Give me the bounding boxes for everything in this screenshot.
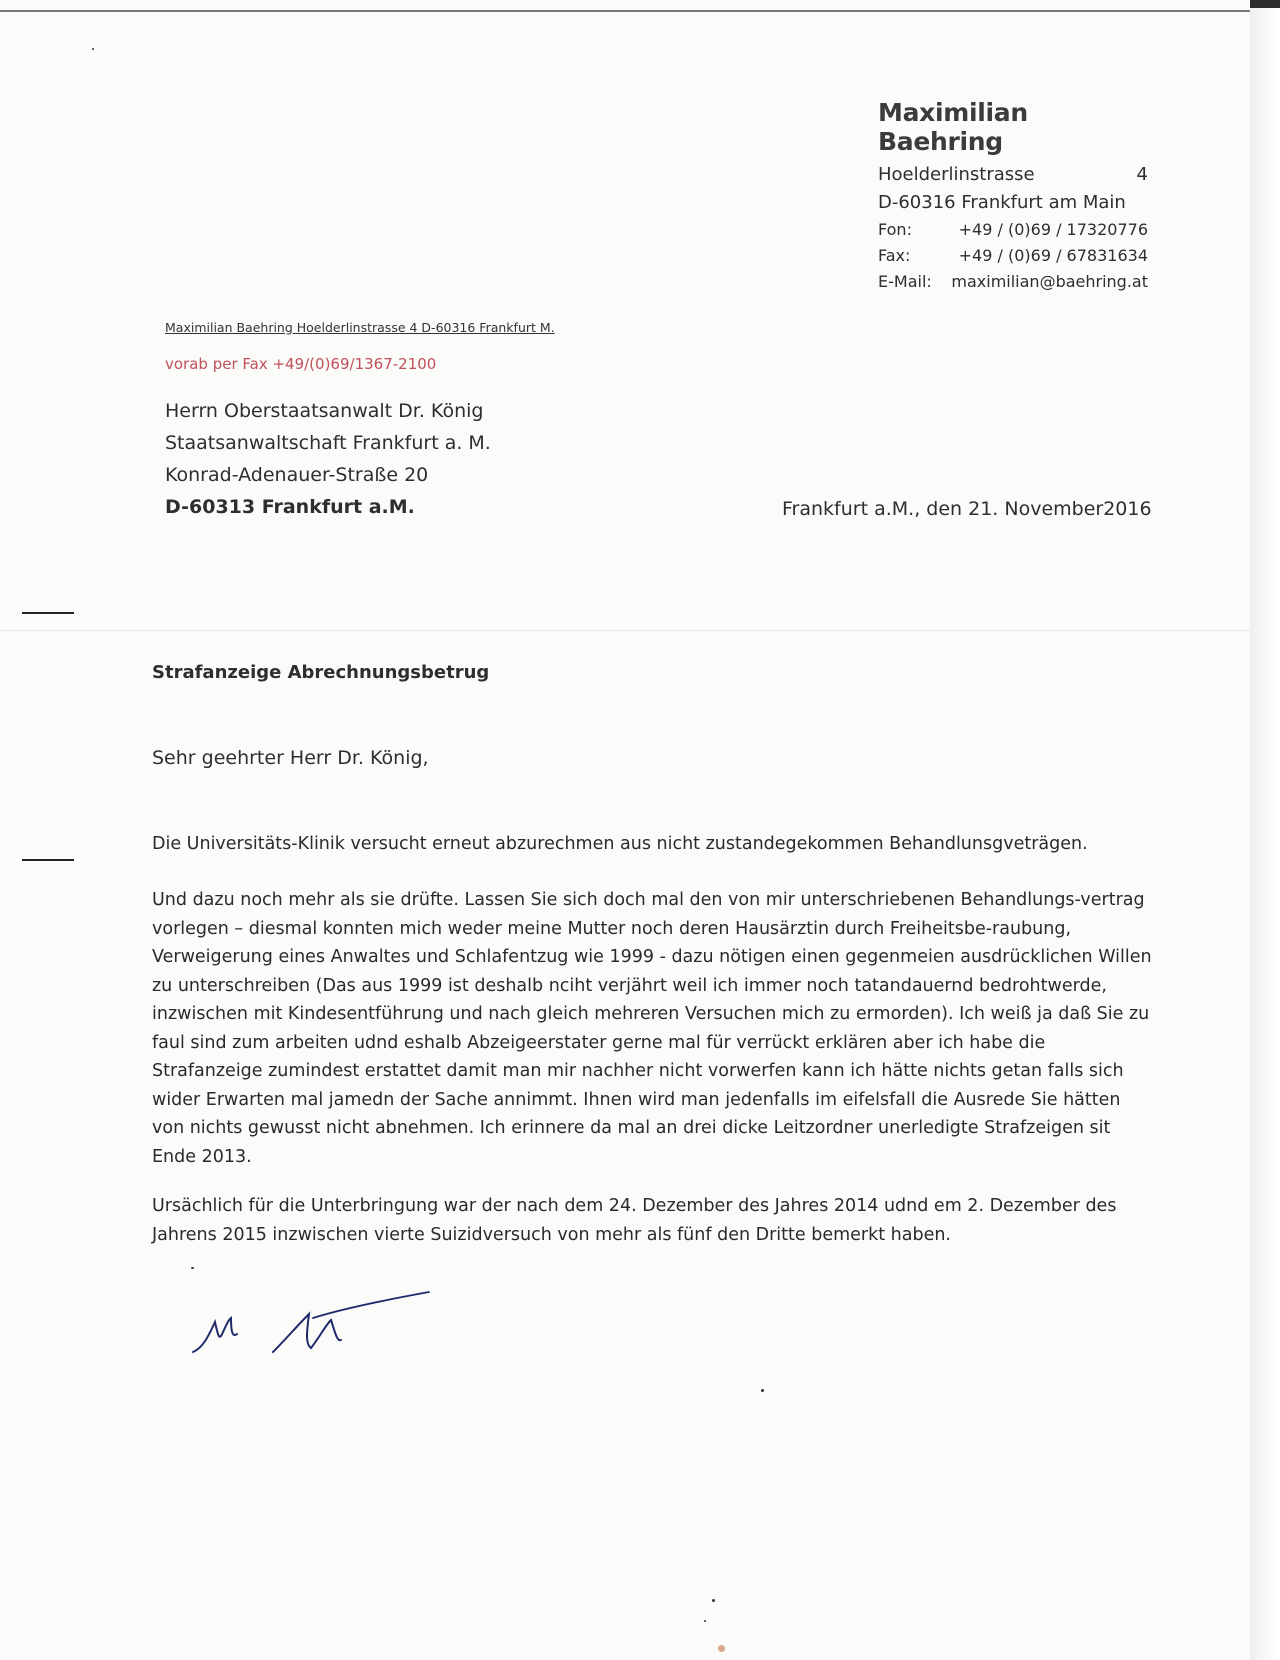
handwritten-signature xyxy=(185,1290,445,1370)
sender-name: Maximilian Baehring xyxy=(878,98,1028,156)
scan-top-edge xyxy=(0,10,1250,12)
salutation: Sehr geehrter Herr Dr. König, xyxy=(152,747,429,769)
recipient-line-1: Herrn Oberstaatsanwalt Dr. König xyxy=(165,400,484,422)
scan-speck xyxy=(761,1389,764,1392)
email-value: maximilian@baehring.at xyxy=(951,272,1148,291)
scan-speck xyxy=(92,48,94,50)
signature-stroke-1 xyxy=(193,1318,237,1352)
fax-row xyxy=(878,246,1148,265)
scan-speck xyxy=(712,1599,715,1602)
return-address: Maximilian Baehring Hoelderlinstrasse 4 D-60316 Frankfurt M. xyxy=(165,320,555,335)
fax-value: +49 / (0)69 / 67831634 xyxy=(958,246,1148,265)
phone-label: Fon: xyxy=(878,220,912,239)
scan-speck xyxy=(718,1645,725,1652)
body-paragraph-3: Ursächlich für die Unterbringung war der nach dem 24. Dezember des Jahres 2014 udnd em 2. Dezember des Jahrens 2015 inzwischen vierte Suizidversuch von mehr als fünf den Dritte bemerkt haben. xyxy=(152,1196,1117,1245)
scan-speck xyxy=(704,1620,706,1622)
body-paragraph-1: Die Universitäts-Klinik versucht erneut abzurechmen aus nicht zustandegekommen Behandlunsgveträgen. xyxy=(152,834,1088,854)
sender-city: D-60316 Frankfurt am Main xyxy=(878,192,1126,213)
phone-row xyxy=(878,220,1148,239)
email-label: E-Mail: xyxy=(878,272,932,291)
signature-stroke-2 xyxy=(273,1314,341,1352)
recipient-line-2: Staatsanwaltschaft Frankfurt a. M. xyxy=(165,432,491,454)
body-paragraph-2: Und dazu noch mehr als sie drüfte. Lassen Sie sich doch mal den von mir unterschriebenen Behandlungs-vertrag vorlegen – diesmal konnten mich weder meine Mutter noch deren Hausärztin durch Freiheitsbe-raubung, Verweigerung eines Anwaltes und Schlafentzug wie 1999 - dazu nötigen einen gegenmeien ausdrücklichen Willen zu unterschreiben (Das aus 1999 ist deshalb nciht verjährt weil ich immer noch tatandauernd bedrohtwerde, inzwischen mit Kindesentführung und nach gleich mehreren Versuchen mich zu ermorden). Ich weiß ja daß Sie zu faul sind zum arbeiten udnd eshalb Abzeigeerstater gerne mal für verrückt erklären aber ich habe die Strafanzeige zumindest erstattet damit man mir nachher nicht vorwerfen kann ich hätte nichts getan falls sich wider Erwarten mal jamedn der Sache annimmt. Ihnen wird man jedenfalls im eifelsfall die Ausrede Sie hätten von nichts gewusst nicht abnehmen. Ich erinnere da mal an drei dicke Leitzordner unerledigte Strafzeigen sit Ende 2013. xyxy=(152,890,1152,1167)
sender-street-row xyxy=(878,164,1148,185)
recipient-line-4: D-60313 Frankfurt a.M. xyxy=(165,496,415,518)
fold-line xyxy=(0,630,1250,631)
sender-street: Hoelderlinstrasse xyxy=(878,164,1035,185)
fax-note: vorab per Fax +49/(0)69/1367-2100 xyxy=(165,355,437,373)
recipient-address xyxy=(165,395,491,523)
subject-line: Strafanzeige Abrechnungsbetrug xyxy=(152,662,490,683)
fold-mark-upper xyxy=(22,612,74,614)
scan-speck xyxy=(191,1267,194,1269)
recipient-line-3: Konrad-Adenauer-Straße 20 xyxy=(165,464,429,486)
signature-stroke-3 xyxy=(313,1292,429,1318)
sender-house-number: 4 xyxy=(1136,164,1148,185)
scan-corner xyxy=(1250,0,1280,8)
email-row xyxy=(878,272,1148,291)
phone-value: +49 / (0)69 / 17320776 xyxy=(958,220,1148,239)
date-line: Frankfurt a.M., den 21. November2016 xyxy=(782,498,1152,520)
fax-label: Fax: xyxy=(878,246,911,265)
fold-mark-lower xyxy=(22,859,74,861)
scan-right-edge xyxy=(1250,0,1280,1660)
letterhead xyxy=(878,98,1148,298)
